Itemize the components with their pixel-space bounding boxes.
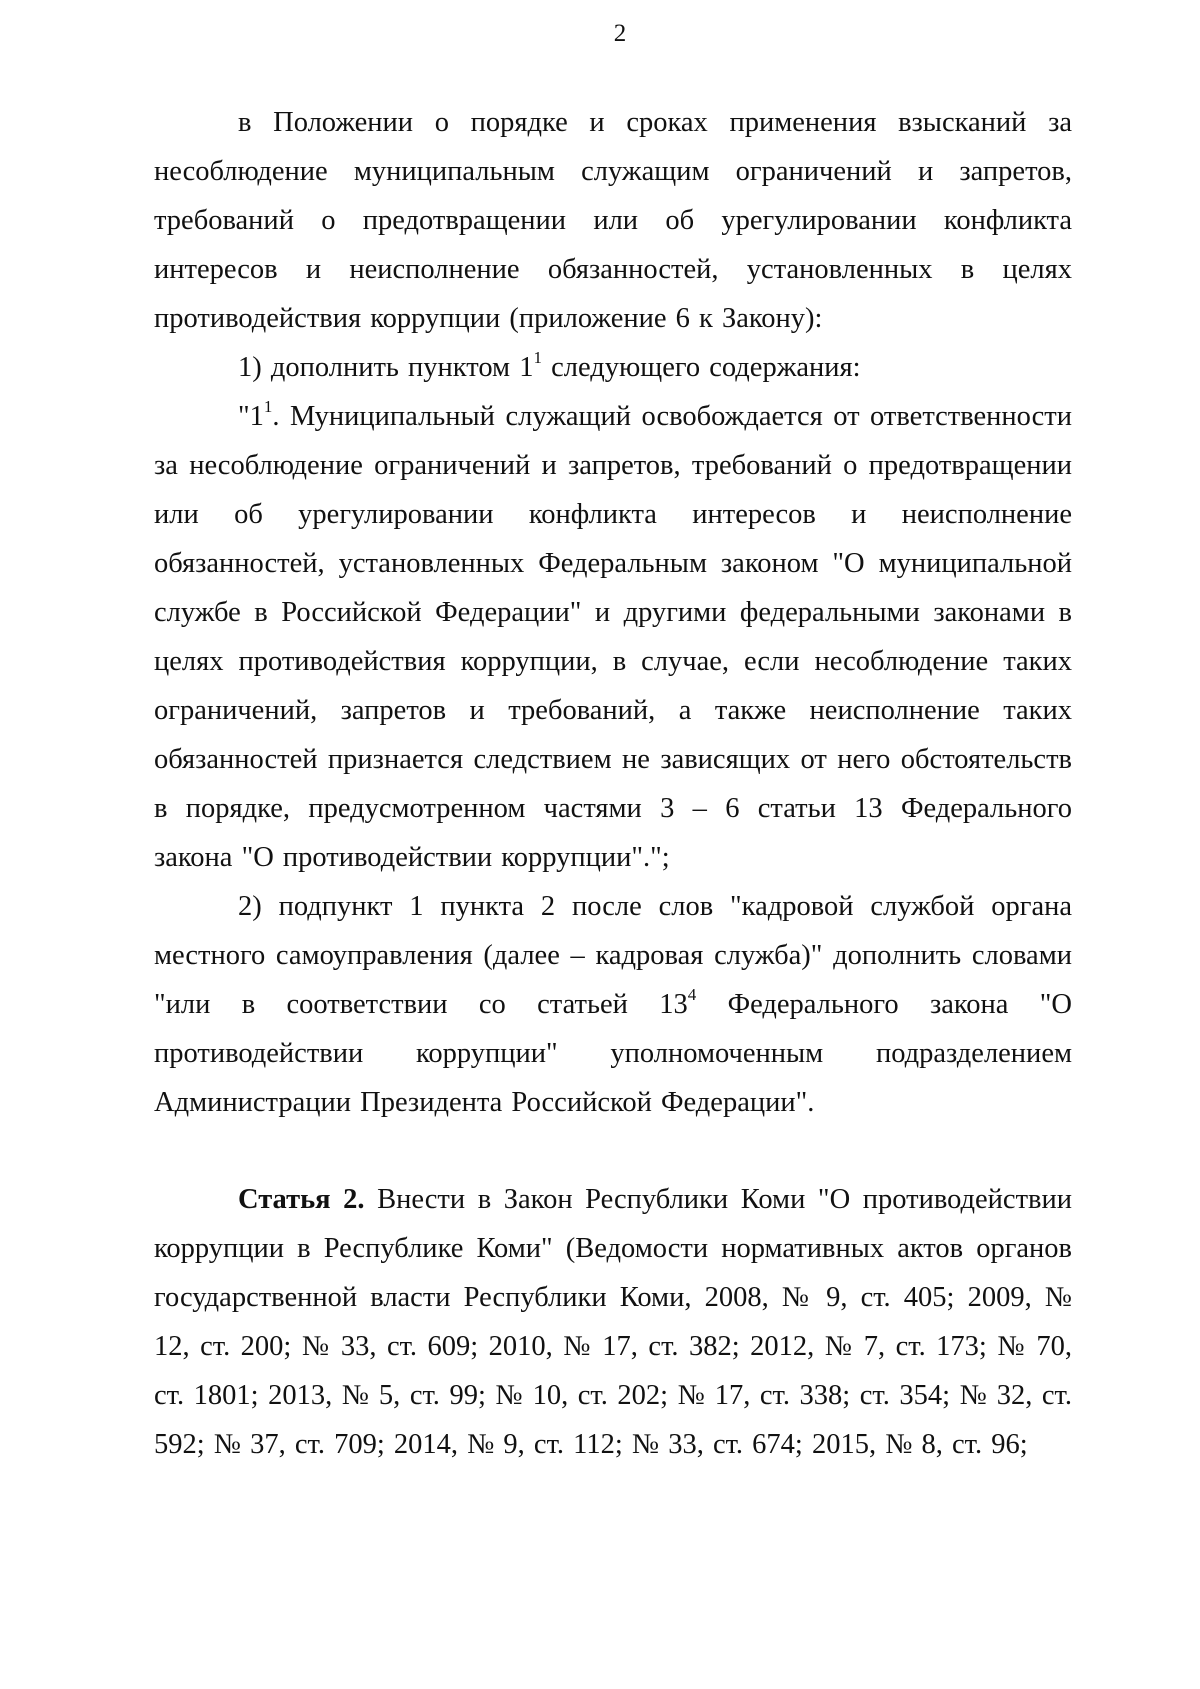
item-2-text-after: Федерального закона "О противодействии коррупции" уполномоченным подразделением Администрации Президента Российской Федерации". [154,989,1072,1118]
article-2-paragraph [154,1175,1072,1469]
item-2-superscript: 4 [687,985,697,1004]
article-2-heading: Статья 2. [238,1184,365,1215]
article-2-text: Внести в Закон Республики Коми "О противодействии коррупции в Республике Коми" (Ведомости нормативных актов органов государственной власти Республики Коми, 2008, № 9, ст. 405; 2009, № 12, ст. 200; № 33, ст. 609; 2010, № 17, ст. 382; 2012, № 7, ст. 173; № 70, ст. 1801; 2013, № 5, ст. 99; № 10, ст. 202; № 17, ст. 338; ст. 354; № 32, ст. 592; № 37, ст. 709; 2014, № 9, ст. 112; № 33, ст. 674; 2015, № 8, ст. 96; [154,1184,1072,1460]
item-2-paragraph [154,882,1072,1127]
page-number: 2 [613,20,627,47]
item-1-superscript: 1 [533,348,542,367]
quoted-point-superscript: 1 [263,397,273,416]
quoted-point-paragraph [154,392,1072,882]
item-1-text-before: 1) дополнить пунктом 1 [238,352,534,383]
item-1-text-after: следующего содержания: [541,352,861,383]
quoted-point-text-after: . Муниципальный служащий освобождается от ответственности за несоблюдение ограничений и запретов, требований о предотвращении или об урегулировании конфликта интересов и неисполнение обязанностей, установленных Федеральным законом "О муниципальной службе в Российской Федерации" и другими федеральными законами в целях противодействия коррупции, в случае, если несоблюдение таких ограничений, запретов и требований, а также неисполнение таких обязанностей признается следствием не зависящих от него обстоятельств в порядке, предусмотренном частями 3 – 6 статьи 13 Федерального закона "О противодействии коррупции"."; [154,401,1072,873]
item-2-text-before: 2) подпункт 1 пункта 2 после слов "кадровой службой органа местного самоуправления (далее – кадровая служба)" дополнить словами "или в соответствии со статьей 13 [154,891,1072,1020]
item-1-paragraph [154,343,1072,392]
document-body [154,98,1072,1469]
quoted-point-text-before: "1 [238,401,264,432]
intro-paragraph: в Положении о порядке и сроках применения взысканий за несоблюдение муниципальным служащим ограничений и запретов, требований о предотвращении или об урегулировании конфликта интересов и неисполнение обязанностей, установленных в целях противодействия коррупции (приложение 6 к Закону): [154,107,1072,334]
